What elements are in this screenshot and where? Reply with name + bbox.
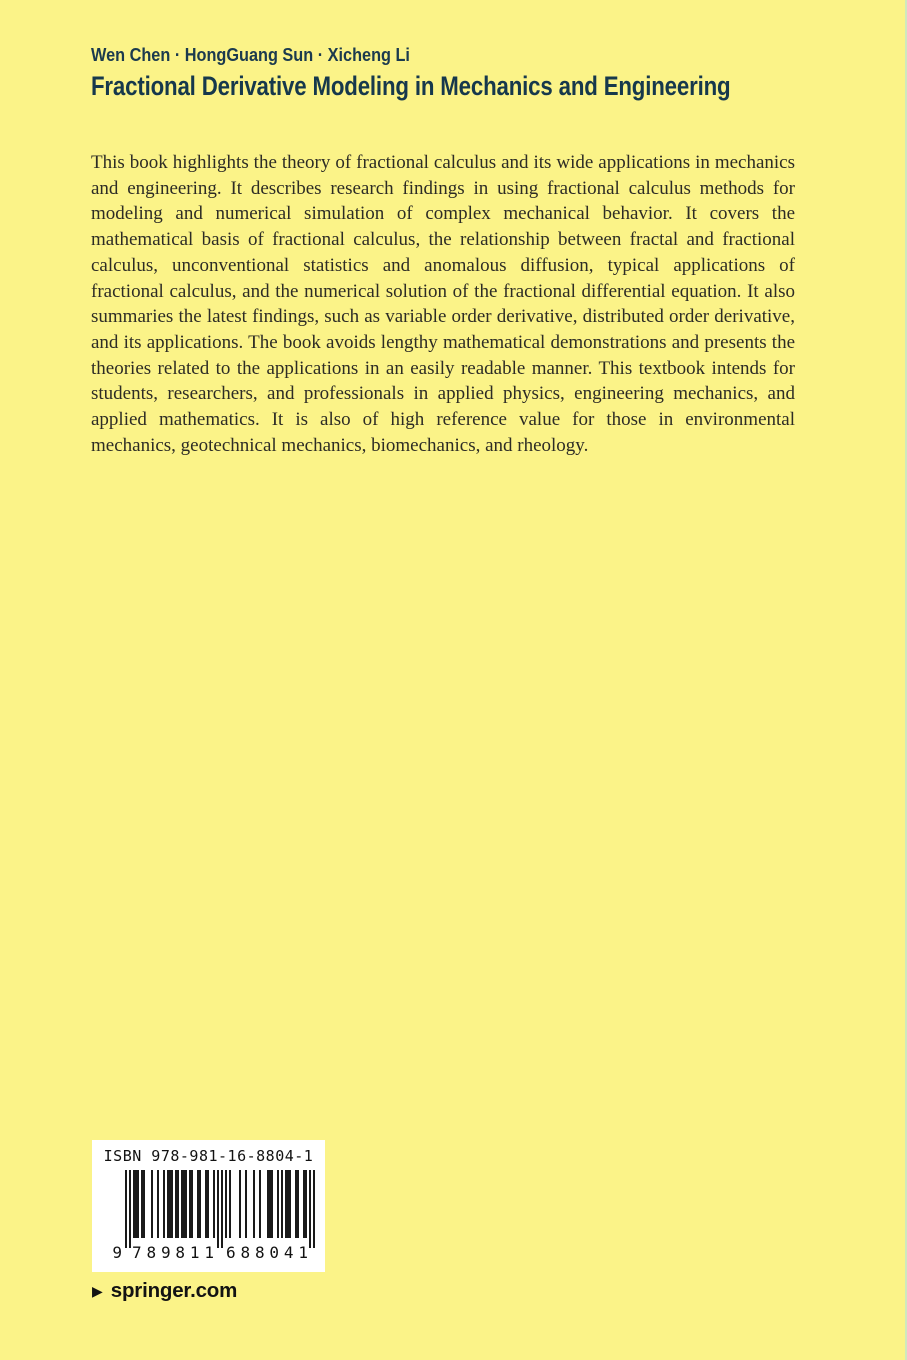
svg-text:789811: 789811 [131,1243,214,1260]
book-title: Fractional Derivative Modeling in Mechanics and Engineering [91,71,731,101]
ean13-barcode [92,1170,325,1265]
isbn-barcode-panel [92,1140,325,1272]
authors-line: Wen Chen · HongGuang Sun · Xicheng Li [91,44,410,65]
book-synopsis: This book highlights the theory of fractional calculus and its wide applications in mechanics and engineering. It describes research findings in using fractional calculus methods for modeling and numerical simulation of complex mechanical behavior. It covers the mathematical basis of fractional calculus, the relationship between fractal and fractional calculus, unconventional statistics and anomalous diffusion, typical applications of fractional calculus, and the numerical solution of the fractional differential equation. It also summaries the latest findings, such as variable order derivative, distributed order derivative, and its applications. The book avoids lengthy mathematical demonstrations and presents the theories related to the applications in an easily readable manner. This textbook intends for students, researchers, and professionals in applied physics, engineering mechanics, and applied mathematics. It is also of high reference value for those in environmental mechanics, geotechnical mechanics, biomechanics, and rheology. [91,152,795,456]
svg-text:688041: 688041 [225,1243,308,1260]
isbn-label: ISBN 978-981-16-8804-1 [103,1147,314,1165]
publisher-logo [92,1279,237,1303]
triangle-arrow-icon: ▶ [92,1283,103,1299]
svg-text:9: 9 [111,1243,122,1260]
publisher-label: springer.com [110,1279,238,1302]
